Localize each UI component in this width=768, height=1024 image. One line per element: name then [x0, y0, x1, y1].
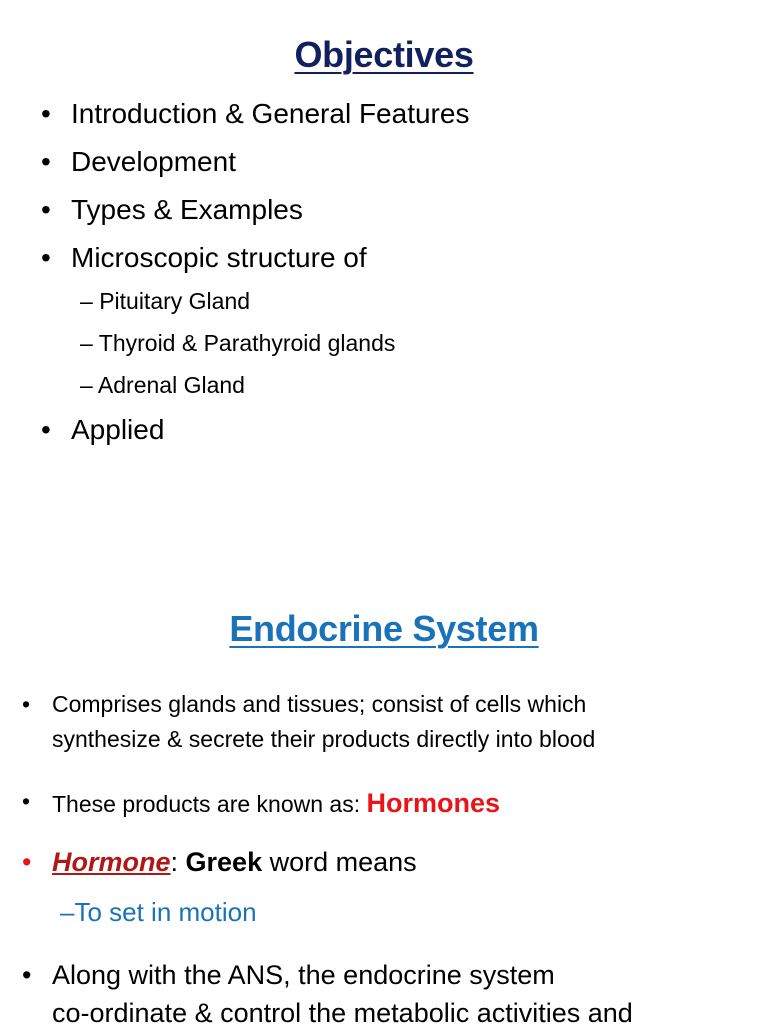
sub-item-set-in-motion: [60, 897, 257, 928]
sub-item-adrenal: [80, 372, 245, 399]
sub-item-label: Pituitary Gland: [99, 288, 251, 314]
paragraph-products: [52, 788, 500, 819]
products-text: These products are known as:: [52, 791, 367, 817]
dash-glyph: –: [80, 288, 93, 314]
bullet-glyph: •: [22, 788, 31, 814]
bullet-glyph: •: [41, 414, 51, 445]
hormone-term: Hormone: [52, 847, 171, 877]
hormone-rest: word means: [262, 847, 417, 877]
greek-bold: Greek: [185, 847, 263, 877]
paragraph-hormone-term: [52, 847, 417, 878]
paragraph-definition-line1: Comprises glands and tissues; consist of cells which: [52, 691, 587, 717]
dash-glyph: –: [80, 372, 93, 398]
bullet-glyph: •: [22, 691, 31, 717]
colon-text: :: [170, 847, 186, 877]
objective-item-intro: Introduction & General Features: [71, 98, 470, 129]
bullet-glyph: •: [22, 960, 32, 990]
dash-glyph: –: [80, 330, 93, 356]
objective-item-development: Development: [71, 146, 236, 177]
bullet-glyph: •: [41, 242, 51, 273]
paragraph-definition-line2: synthesize & secrete their products directly into blood: [52, 726, 596, 752]
sub-item-thyroid: [80, 330, 395, 357]
objective-item-types: Types & Examples: [71, 194, 303, 225]
paragraph-ans-line1: Along with the ANS, the endocrine system: [52, 960, 555, 990]
bullet-glyph: •: [22, 847, 32, 877]
paragraph-ans-line2: co-ordinate & control the metabolic activities and: [52, 998, 633, 1024]
sub-item-label: Adrenal Gland: [97, 372, 245, 398]
objective-item-microscopic: Microscopic structure of: [71, 242, 367, 273]
sub-item-label: Thyroid & Parathyroid glands: [98, 330, 396, 356]
bullet-glyph: •: [41, 146, 51, 177]
bullet-glyph: •: [41, 98, 51, 129]
bullet-glyph: •: [41, 194, 51, 225]
objectives-title: Objectives: [294, 34, 474, 75]
endocrine-slide: [0, 540, 768, 1024]
objective-item-applied: Applied: [71, 414, 165, 445]
sub-item-pituitary: [80, 288, 250, 315]
dash-glyph: –: [60, 897, 75, 927]
set-in-motion-text: To set in motion: [74, 897, 257, 927]
endocrine-title: Endocrine System: [229, 608, 539, 649]
hormones-highlight: Hormones: [366, 788, 501, 818]
